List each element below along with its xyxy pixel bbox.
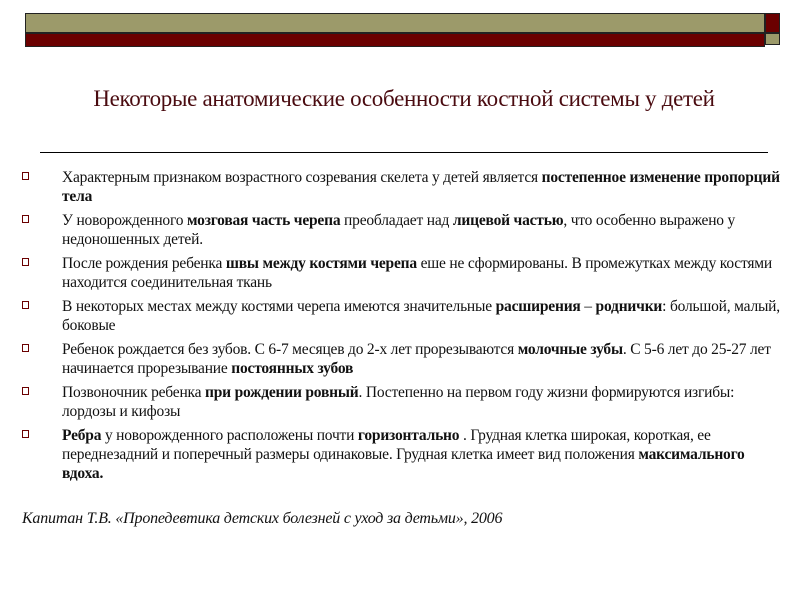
bold-text: максимального вдоха. xyxy=(62,446,745,482)
text: . Постепенно на первом году жизни формируются изгибы: лордозы и кифозы xyxy=(62,384,735,420)
square-bullet-icon xyxy=(22,387,29,395)
bullet-list xyxy=(22,168,782,488)
bold-text: при рождении ровный xyxy=(205,384,359,401)
list-item xyxy=(22,426,782,483)
header-square-red xyxy=(765,13,780,33)
square-bullet-icon xyxy=(22,301,29,309)
bold-text: мозговая часть черепа xyxy=(186,212,341,229)
text: : большой, малый, боковые xyxy=(62,298,780,334)
bold-text: лицевой частью xyxy=(452,212,564,229)
list-item xyxy=(22,297,782,335)
header-bar-red xyxy=(25,33,765,47)
text: преобладает над xyxy=(340,212,453,229)
list-item xyxy=(22,340,782,378)
square-bullet-icon xyxy=(22,430,29,438)
text: еше не сформированы. В промежутках между костями находится соединительная ткань xyxy=(62,255,772,291)
header-square-olive xyxy=(765,33,780,45)
reference-citation: Капитан Т.В. «Пропедевтика детских болезней с уход за детьми», 2006 xyxy=(22,510,503,527)
header-bar-olive xyxy=(25,13,765,33)
bold-text: расширения xyxy=(495,298,581,315)
text: , что особенно выражено у недоношенных детей. xyxy=(62,212,736,248)
bold-text: роднички xyxy=(595,298,663,315)
bold-text: горизонтально xyxy=(357,427,460,444)
text: . Грудная клетка широкая, короткая, ее переднезадний и поперечный размеры одинаковые. Грудная клетка имеет вид положения xyxy=(62,427,711,463)
list-item xyxy=(22,383,782,421)
square-bullet-icon xyxy=(22,215,29,223)
text: – xyxy=(580,298,596,315)
text: У новорожденного xyxy=(62,212,187,229)
title-divider xyxy=(40,152,768,153)
text: Характерным признаком возрастного созревания скелета у детей является xyxy=(62,169,542,186)
text: После рождения ребенка xyxy=(62,255,226,272)
bold-text: Ребра xyxy=(62,427,102,444)
slide-title: Некоторые анатомические особенности костной системы у детей xyxy=(93,86,715,111)
square-bullet-icon xyxy=(22,258,29,266)
text: у новорожденного расположены почти xyxy=(101,427,358,444)
text: Ребенок рождается без зубов. С 6-7 месяцев до 2-х лет прорезываются xyxy=(62,341,518,358)
list-item xyxy=(22,254,782,292)
bold-text: швы между костями черепа xyxy=(225,255,417,272)
bold-text: молочные зубы xyxy=(517,341,623,358)
list-item xyxy=(22,211,782,249)
text: Позвоночник ребенка xyxy=(62,384,206,401)
bold-text: постепенное изменение пропорций тела xyxy=(62,169,780,205)
text: В некоторых местах между костями черепа имеются значительные xyxy=(62,298,496,315)
square-bullet-icon xyxy=(22,344,29,352)
square-bullet-icon xyxy=(22,172,29,180)
list-item xyxy=(22,168,782,206)
text: . С 5-6 лет до 25-27 лет начинается прорезывание xyxy=(62,341,771,377)
bold-text: постоянных зубов xyxy=(231,360,354,377)
